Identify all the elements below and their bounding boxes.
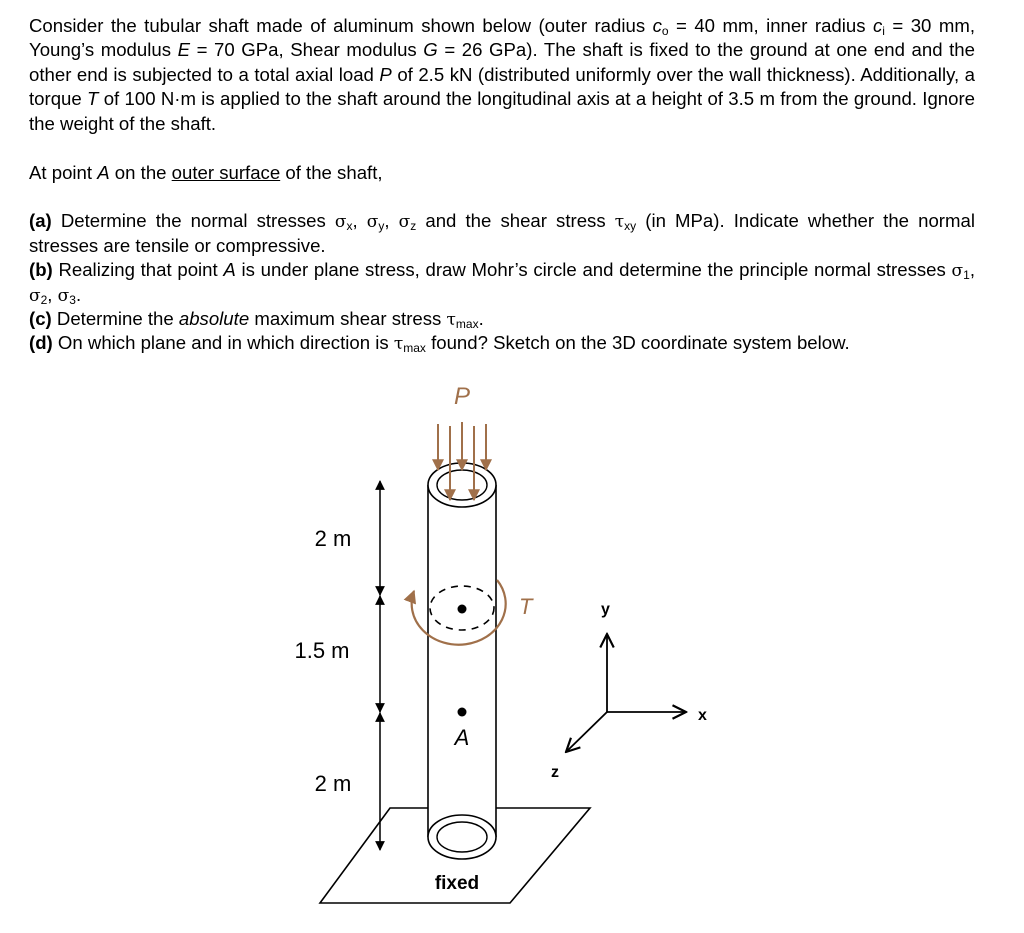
tau-max-symbol-d: τ [393,334,404,354]
tau-xy-symbol: τ [614,212,625,232]
torque-symbol: T [87,88,99,110]
sigma-z-symbol: σ [398,212,411,232]
outer-surface-emphasis: outer surface [171,162,281,183]
part-d-label: (d) [29,332,53,353]
point-a-label: A [454,725,470,750]
sigma-3-subscript: 3 [69,293,76,308]
intro-text-2: = 40 mm, inner radius [668,15,873,36]
shaft-body [428,485,496,837]
shaft-center-dot [458,605,467,614]
part-b-label: (b) [29,259,53,280]
lead-text-2: on the [109,162,172,183]
part-c-text-2: maximum shear stress [249,308,447,329]
absolute-emphasis: absolute [178,308,250,329]
tau-max-symbol: τ [446,310,456,330]
load-label: P [453,383,471,410]
inner-radius-subscript: i [882,24,885,38]
dimension-middle-label: 1.5 m [294,638,350,663]
intro-text-6: of 2.5 kN (distributed uniformly over the wall thickness). Additionally, a torque [29,63,976,110]
part-a-text-3: (in MPa). Indicate whether the normal stresses are tensile or compressive. [29,210,975,257]
sigma-2-subscript: 2 [40,293,48,308]
part-d-text-1: On which plane and in which direction is [52,332,394,353]
part-c-text-1: Determine the [51,308,179,329]
intro-text-3: = 30 mm, Young’s modulus [29,15,975,61]
part-d-text-2: found? Sketch on the 3D coordinate system below. [425,332,850,353]
part-b-comma-1: , [969,259,975,280]
part-a-text-2: and the shear stress [416,210,615,231]
inner-radius-symbol: c [872,15,883,36]
dimension-top-label: 2 m [314,526,352,551]
sigma-x-subscript: x [346,219,353,233]
z-axis-arrow [566,712,607,752]
intro-text-4: = 70 GPa, Shear modulus [190,39,424,61]
lead-text-3: of the shaft, [280,162,383,183]
part-b-text-3: . [75,284,82,306]
sigma-y-subscript: y [378,219,385,233]
part-a-text-1: Determine the normal stresses [51,210,335,231]
part-c-label: (c) [29,308,52,329]
point-a-dot [458,708,467,717]
part-b-comma-2: , [47,284,58,306]
point-a-symbol-b: A [223,259,236,280]
outer-radius-symbol: c [652,15,662,36]
torque-label: T [519,594,533,619]
part-a-comma-2: , [384,210,399,231]
tau-xy-subscript: xy [624,219,637,233]
sigma-2-symbol: σ [29,286,41,307]
coordinate-axes [566,634,686,752]
shear-modulus-symbol: G [423,39,438,61]
part-b-text-2: is under plane stress, draw Mohr’s circle and determine the principle normal stresses [235,259,952,280]
tau-max-subscript: max [455,317,479,331]
point-a-symbol: A [97,162,110,183]
youngs-modulus-symbol: E [177,39,190,61]
dimension-bottom-label: 2 m [314,771,352,796]
support-label: fixed [434,873,480,894]
part-c-text-3: . [478,308,484,329]
part-a-label: (a) [29,210,52,231]
intro-text-5: = 26 GPa). The shaft is fixed to the ground at one end and the other end is subjected to a total axial load [29,39,975,85]
x-axis-label: x [698,707,707,724]
intro-text-1: Consider the tubular shaft made of aluminum shown below (outer radius [29,15,653,36]
lead-text-1: At point [29,162,98,183]
intro-text-7: of 100 N·m is applied to the shaft around the longitudinal axis at a height of 3.5 m from the ground. Ignore the weight of the shaft. [29,88,975,134]
sigma-1-subscript: 1 [963,268,970,282]
tau-max-subscript-d: max [403,341,426,355]
sigma-y-symbol: σ [366,212,379,232]
part-b-text-1: Realizing that point [52,259,224,280]
y-axis-label: y [601,601,610,618]
z-axis-label: z [551,764,559,781]
sigma-x-symbol: σ [334,212,347,232]
sigma-1-symbol: σ [951,261,964,281]
outer-radius-subscript: o [661,24,669,38]
sigma-z-subscript: z [410,219,417,233]
part-a-comma-1: , [352,210,367,231]
sigma-3-symbol: σ [57,286,70,307]
axial-load-symbol: P [379,63,392,85]
